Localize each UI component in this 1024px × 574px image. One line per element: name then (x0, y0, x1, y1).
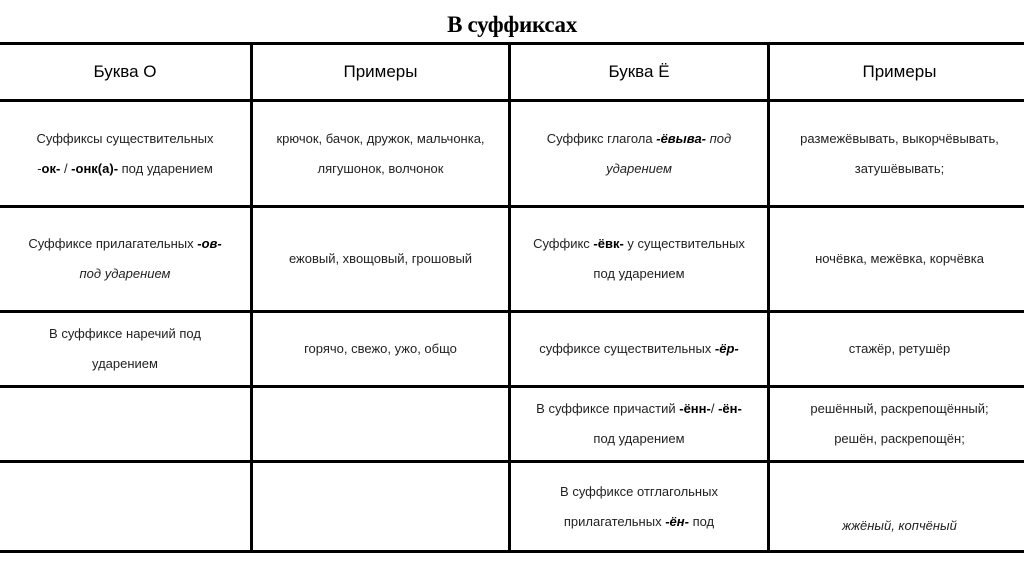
o-rule-cell (0, 312, 252, 387)
yo-examples-cell (769, 387, 1024, 462)
rule-italic: под ударением (79, 266, 171, 281)
yo-examples-cell: стажёр, ретушёр (769, 312, 1024, 387)
rule-text: В суффиксе отглагольных (560, 483, 718, 499)
yo-rule-cell (510, 387, 769, 462)
table-row (0, 387, 1024, 462)
table-row (0, 207, 1024, 312)
yo-examples-cell: ночёвка, межёвка, корчёвка (769, 207, 1024, 312)
rule-text-2: прилагательных -ён- под (563, 513, 715, 529)
o-examples-cell (252, 387, 510, 462)
suffix-highlight: -ёвк- (593, 236, 624, 251)
suffix-highlight: -ёвыва- (656, 130, 707, 146)
o-rule-cell (0, 101, 252, 207)
rule-text: суффиксе существительных (539, 341, 715, 356)
table-row (0, 101, 1024, 207)
table-header-row (0, 44, 1024, 101)
yo-examples-cell (769, 101, 1024, 207)
header-letter-yo: Буква Ё (510, 44, 769, 101)
suffix-highlight: -ённ- (679, 401, 711, 416)
suffix-highlight: -ов- (197, 236, 222, 251)
rule-text: у существительных (623, 236, 745, 251)
rule-text: под ударением (593, 266, 685, 281)
yo-rule-cell (510, 207, 769, 312)
o-examples-cell (252, 101, 510, 207)
rule-text: под ударением (593, 431, 685, 446)
header-examples-o: Примеры (252, 44, 510, 101)
rule-text: Суффикс глагола (546, 130, 657, 146)
rule-text: В суффиксе причастий (536, 401, 680, 416)
suffix-table (0, 42, 1024, 553)
o-examples-cell (252, 462, 510, 552)
header-letter-o: Буква О (0, 44, 252, 101)
o-rule-cell (0, 387, 252, 462)
example-line: лягушонок, волчонок (317, 160, 444, 176)
o-rule-suffixes: -ок- / -онк(а)- под ударением (37, 160, 213, 176)
o-examples-cell: горячо, свежо, ужо, общо (252, 312, 510, 387)
example-line: решён, раскрепощён; (834, 431, 965, 446)
example-italic: жжёный, копчёный (842, 517, 957, 533)
yo-rule-cell (510, 101, 769, 207)
o-rule-text: Суффиксы существительных (36, 130, 214, 146)
yo-rule-cell (510, 462, 769, 552)
page-title: В суффиксах (447, 12, 577, 37)
example-line: размежёвывать, выкорчёвывать, (800, 130, 999, 146)
o-rule-cell (0, 462, 252, 552)
o-rule-cell (0, 207, 252, 312)
yo-examples-cell (769, 462, 1024, 552)
yo-rule-cell (510, 312, 769, 387)
header-examples-yo: Примеры (769, 44, 1024, 101)
example-line: затушёвывать; (854, 160, 945, 176)
example-line: решённый, раскрепощённый; (810, 401, 989, 416)
rule-text: / (710, 401, 719, 416)
suffix-highlight: -ён- (718, 401, 742, 416)
rule-italic: под ударением (606, 130, 732, 176)
rule-text: ударением (92, 356, 158, 371)
table-row (0, 462, 1024, 552)
rule-text: Суффикс (533, 236, 594, 251)
rule-text: В суффиксе наречий под (49, 326, 201, 341)
rule-text: Суффиксе прилагательных (28, 236, 198, 251)
table-row (0, 312, 1024, 387)
o-examples-cell: ежовый, хвощовый, грошовый (252, 207, 510, 312)
example-line: крючок, бачок, дружок, мальчонка, (276, 130, 485, 146)
suffix-highlight: -ёр- (714, 341, 739, 356)
